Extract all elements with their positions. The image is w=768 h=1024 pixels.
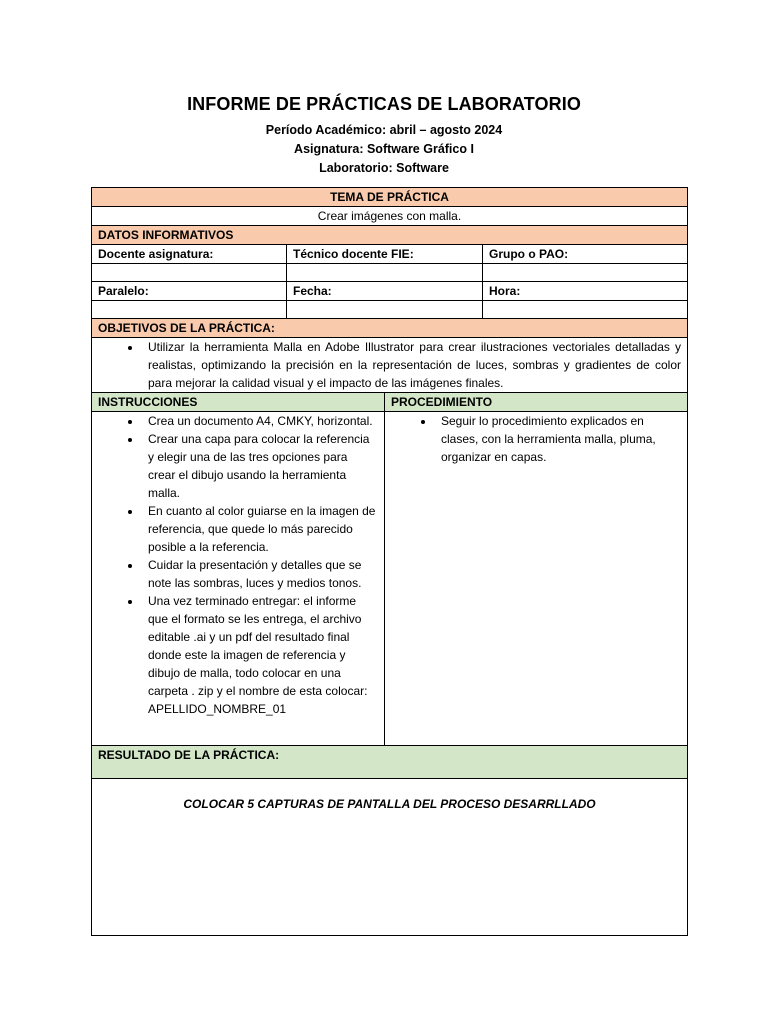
fecha-field[interactable] <box>287 301 483 319</box>
objectives-body-row <box>92 338 688 393</box>
fecha-label: Fecha: <box>287 282 483 301</box>
topic-header-row <box>92 188 688 207</box>
document-header <box>0 94 768 178</box>
report-table <box>91 187 688 936</box>
instruction-item: • Una vez terminado entregar: el informe que el formato se les entrega, el archivo editable .ai y un pdf del resultado final donde este la imagen de referencia y dibujo de malla, todo colocar en una carpeta . zip y el nombre de esta colocar: APELLIDO_NOMBRE_01 <box>142 592 378 718</box>
objectives-header-row <box>92 319 688 338</box>
instruction-item: • Cuidar la presentación y detalles que se note las sombras, luces y medios tonos. <box>142 556 378 592</box>
procedure-body <box>385 412 688 746</box>
subject-line: Asignatura: Software Gráfico I <box>294 142 474 156</box>
procedure-item: • Seguir lo procedimiento explicados en clases, con la herramienta malla, pluma, organizar en capas. <box>435 412 681 466</box>
hora-label: Hora: <box>483 282 688 301</box>
info-values-row-2 <box>92 301 688 319</box>
docente-label: Docente asignatura: <box>92 245 287 264</box>
lab-line: Laboratorio: Software <box>319 161 449 175</box>
info-labels-row-2 <box>92 282 688 301</box>
procedure-label: PROCEDIMIENTO <box>385 393 688 412</box>
topic-value-row <box>92 207 688 226</box>
instructions-header-row <box>92 393 688 412</box>
instruction-item: • Crea un documento A4, CMKY, horizontal. <box>142 412 378 430</box>
objectives-label: OBJETIVOS DE LA PRÁCTICA: <box>92 319 688 338</box>
topic-value[interactable]: Crear imágenes con malla. <box>92 207 688 226</box>
info-label: DATOS INFORMATIVOS <box>92 226 688 245</box>
result-body[interactable] <box>92 779 688 936</box>
instructions-body <box>92 412 385 746</box>
grupo-field[interactable] <box>483 264 688 282</box>
objectives-body <box>92 338 688 393</box>
info-values-row-1 <box>92 264 688 282</box>
result-header-row <box>92 746 688 779</box>
instructions-label: INSTRUCCIONES <box>92 393 385 412</box>
paralelo-field[interactable] <box>92 301 287 319</box>
tecnico-label: Técnico docente FIE: <box>287 245 483 264</box>
tecnico-field[interactable] <box>287 264 483 282</box>
hora-field[interactable] <box>483 301 688 319</box>
result-note: COLOCAR 5 CAPTURAS DE PANTALLA DEL PROCESO DESARRLLADO <box>183 797 596 811</box>
instructions-body-row <box>92 412 688 746</box>
objective-item: • Utilizar la herramienta Malla en Adobe Illustrator para crear ilustraciones vectoriales detalladas y realistas, optimizando la precisión en la representación de luces, sombras y gradientes de color para mejorar la calidad visual y el impacto de las imágenes finales. <box>142 338 681 392</box>
instruction-item: • En cuanto al color guiarse en la imagen de referencia, que quede lo más parecido posible a la referencia. <box>142 502 378 556</box>
docente-field[interactable] <box>92 264 287 282</box>
academic-period: Período Académico: abril – agosto 2024 <box>265 123 503 137</box>
info-labels-row-1 <box>92 245 688 264</box>
grupo-label: Grupo o PAO: <box>483 245 688 264</box>
info-header-row <box>92 226 688 245</box>
topic-label: TEMA DE PRÁCTICA <box>92 188 688 207</box>
document-title: INFORME DE PRÁCTICAS DE LABORATORIO <box>187 94 581 114</box>
instruction-item: • Crear una capa para colocar la referencia y elegir una de las tres opciones para crear el dibujo usando la herramienta malla. <box>142 430 378 502</box>
result-body-row <box>92 779 688 936</box>
paralelo-label: Paralelo: <box>92 282 287 301</box>
result-label: RESULTADO DE LA PRÁCTICA: <box>92 746 688 779</box>
